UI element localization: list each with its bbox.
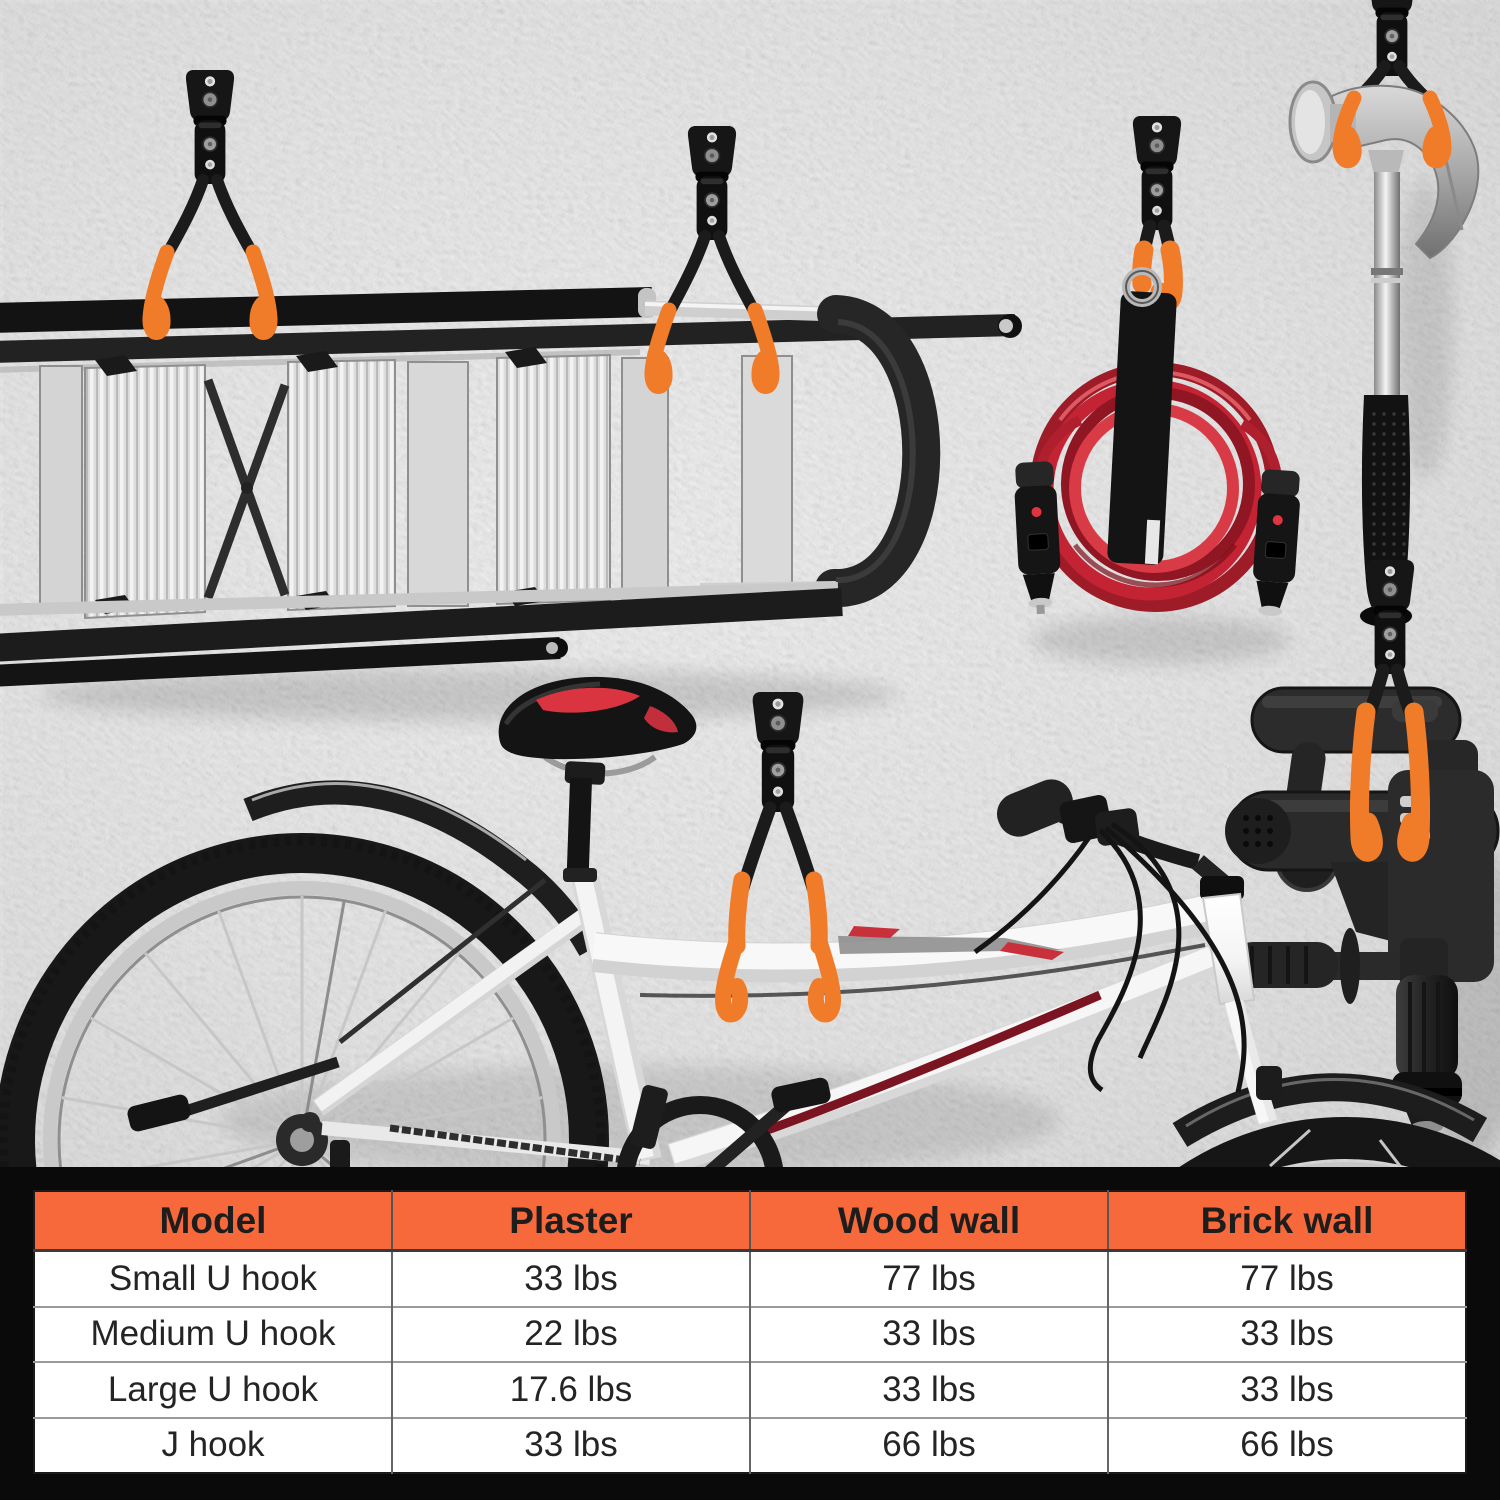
- cell-value: 77 lbs: [1108, 1251, 1466, 1307]
- cell-value: 33 lbs: [750, 1307, 1108, 1362]
- col-header-brick-wall: Brick wall: [1108, 1191, 1466, 1251]
- col-header-wood-wall: Wood wall: [750, 1191, 1108, 1251]
- load-capacity-table: [33, 1190, 1467, 1474]
- cell-value: 66 lbs: [750, 1418, 1108, 1473]
- cell-model: Medium U hook: [34, 1307, 392, 1362]
- cell-value: 17.6 lbs: [392, 1362, 750, 1417]
- cell-value: 33 lbs: [392, 1418, 750, 1473]
- col-header-plaster: Plaster: [392, 1191, 750, 1251]
- cell-value: 33 lbs: [750, 1362, 1108, 1417]
- spec-footer: [0, 1167, 1500, 1500]
- cell-model: Small U hook: [34, 1251, 392, 1307]
- cell-value: 33 lbs: [392, 1251, 750, 1307]
- table-row: [34, 1251, 1466, 1307]
- cell-value: 77 lbs: [750, 1251, 1108, 1307]
- table-row: [34, 1307, 1466, 1362]
- table-row: [34, 1418, 1466, 1473]
- table-row: [34, 1362, 1466, 1417]
- cell-value: 66 lbs: [1108, 1418, 1466, 1473]
- cell-model: J hook: [34, 1418, 392, 1473]
- cell-value: 22 lbs: [392, 1307, 750, 1362]
- table-header-row: [34, 1191, 1466, 1251]
- seatpost: [567, 778, 593, 881]
- cell-model: Large U hook: [34, 1362, 392, 1417]
- motor-vent-dots: [1243, 815, 1273, 847]
- cell-value: 33 lbs: [1108, 1362, 1466, 1417]
- cell-value: 33 lbs: [1108, 1307, 1466, 1362]
- col-header-model: Model: [34, 1191, 392, 1251]
